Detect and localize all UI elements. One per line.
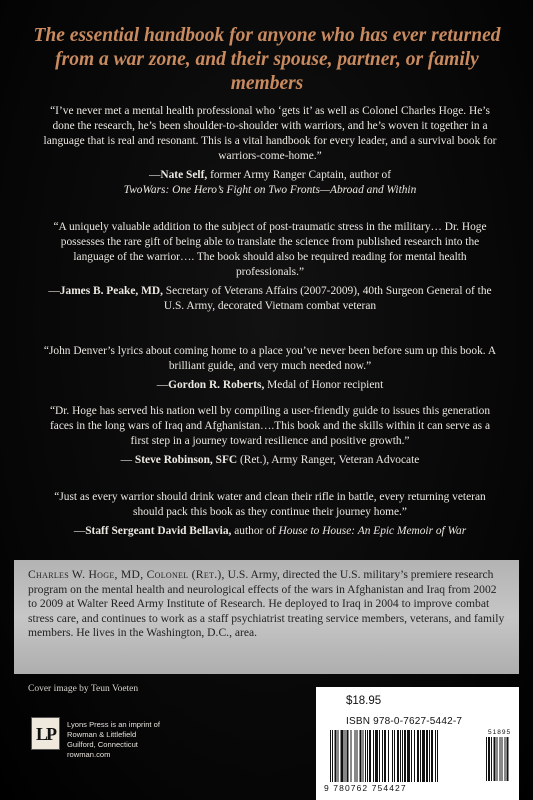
barcode-panel (316, 687, 519, 800)
barcode-bar (500, 737, 501, 781)
barcode-bar (373, 730, 374, 782)
publisher-line: Guilford, Connecticut (67, 740, 138, 749)
blurb-steve-robinson (40, 404, 500, 468)
isbn-label: ISBN 978-0-7627-5442-7 (346, 716, 463, 727)
barcode-bar (357, 730, 358, 782)
blurb-david-bellavia (40, 490, 500, 539)
barcode-bar (369, 730, 371, 782)
barcode-bar (394, 730, 395, 782)
blurb-james-peake (40, 220, 500, 314)
publisher-line: Lyons Press is an imprint of (67, 720, 160, 729)
barcode-bar (379, 730, 380, 782)
barcode-bar (388, 730, 389, 782)
blurb-author-name: James B. Peake, MD, (59, 285, 163, 297)
barcode-bar (351, 730, 352, 782)
tagline: The essential handbook for anyone who has ever returned from a war zone, and their spouse, partner, or family members (33, 25, 501, 94)
blurb-author-name: Staff Sergeant David Bellavia, (85, 525, 232, 537)
barcode-bar (497, 737, 498, 781)
publisher-logo: LP (31, 717, 60, 750)
barcode-bar (360, 730, 362, 782)
barcode-bar (507, 737, 509, 781)
ean-barcode (330, 730, 480, 782)
barcode-bar (397, 730, 399, 782)
blurb-attribution: — Steve Robinson, SFC (Ret.), Army Ranger, Veteran Advocate (120, 454, 420, 466)
barcode-bar (435, 730, 436, 782)
barcode-bar (355, 730, 356, 782)
barcode-bar (347, 730, 349, 782)
barcode-bar (400, 730, 401, 782)
barcode-bar (494, 737, 496, 781)
blurb-author-name: Steve Robinson, SFC (134, 454, 238, 466)
barcode-bar (505, 737, 506, 781)
barcode-bar (392, 730, 393, 782)
blurb-quote: “A uniquely valuable addition to the subject of post-traumatic stress in the military… Dr. Hoge possesses the rare gift of being able to translate the science from published research into the language of the warrior…. The book should also be required reading for mental health professionals.” (53, 221, 487, 278)
price-label: $18.95 (346, 695, 382, 707)
blurb-book-title: House to House: An Epic Memoir of War (278, 525, 467, 537)
blurb-attribution: —Gordon R. Roberts, Medal of Honor recipient (156, 379, 384, 391)
ean-digits: 9 780762 754427 (324, 783, 407, 793)
barcode-bar (382, 730, 383, 782)
barcode-bar (341, 730, 344, 782)
barcode-bar (431, 730, 433, 782)
blurb-book-title: TwoWars: One Hero’s Fight on Two Fronts—Abroad and Within (123, 184, 417, 196)
barcode-bar (335, 730, 337, 782)
barcode-bar (338, 730, 339, 782)
blurb-quote: “Just as every warrior should drink water and clean their rifle in battle, every returning veteran should pack this book as they continue their journey home.” (54, 491, 486, 518)
barcode-bar (422, 730, 425, 782)
author-name: Charles W. Hoge, MD, Colonel (Ret.), (28, 568, 225, 581)
author-bio-panel (14, 560, 519, 674)
barcode-bar (437, 730, 438, 782)
blurb-attribution: —Nate Self, former Army Ranger Captain, author of TwoWars: One Hero’s Fight on Two Fronts—Abroad and Within (123, 169, 417, 196)
barcode-bar (411, 730, 412, 782)
barcode-bar (375, 730, 378, 782)
barcode-bar (367, 730, 368, 782)
barcode-bar (486, 737, 487, 781)
blurb-quote: “John Denver’s lyrics about coming home to a place you’ve never been before sum up this book. A brilliant guide, and very much needed now.” (43, 345, 497, 372)
author-bio: Charles W. Hoge, MD, Colonel (Ret.), U.S. Army, directed the U.S. military’s premiere research program on the mental health and neurological effects of the wars in Afghanistan and Iraq from 2002 to 2009 at Walter Reed Army Institute of Research. He deployed to Iraq in 2004 to improve combat stress care, and continues to work as a staff psychiatrist treating service members, veterans, and family members. He lives in the Washington, D.C., area. (28, 568, 505, 640)
blurb-quote: “Dr. Hoge has served his nation well by compiling a user-friendly guide to issues this generation faces in the long wars of Iraq and Afghanistan….This book and the skills within it can serve as a first step in a journey toward resilience and positive growth.” (49, 405, 491, 447)
barcode-bar (491, 737, 492, 781)
blurb-quote: “I’ve never met a mental health professional who ‘gets it’ as well as Colonel Charles Hoge. He’s done the research, he’s been shoulder-to-shoulder with warriors, and he’s woven it together in a language that is real and resonant. This is a vital handbook for every leader, and a survival book for warriors-come-home.” (43, 105, 497, 162)
blurb-attribution: —Staff Sergeant David Bellavia, author of House to House: An Epic Memoir of War (73, 525, 467, 537)
barcode-bar (365, 730, 366, 782)
blurb-gordon-roberts (40, 344, 500, 393)
publisher-info (67, 720, 187, 760)
barcode-bar (345, 730, 346, 782)
publisher-line: Rowman & Littlefield (67, 730, 137, 739)
barcode-bar (420, 730, 421, 782)
barcode-bar (429, 730, 430, 782)
barcode-bar (330, 730, 331, 782)
price-addon-barcode (486, 737, 514, 781)
cover-credit: Cover image by Teun Voeten (28, 684, 139, 694)
barcode-bar (363, 730, 364, 782)
barcode-bar (332, 730, 333, 782)
publisher-line: rowman.com (67, 750, 111, 759)
barcode-bar (502, 737, 503, 781)
barcode-bar (417, 730, 419, 782)
price-addon-digits: 51895 (488, 729, 512, 736)
barcode-bar (426, 730, 428, 782)
blurb-nate-self (40, 104, 500, 198)
barcode-bar (402, 730, 403, 782)
blurb-author-name: Nate Self, (160, 169, 208, 181)
barcode-bar (488, 737, 490, 781)
blurb-author-name: Gordon R. Roberts, (168, 379, 265, 391)
blurb-attribution: —James B. Peake, MD, Secretary of Veterans Affairs (2007-2009), 40th Surgeon General of the U.S. Army, decorated Vietnam combat veteran (48, 285, 492, 312)
barcode-bar (384, 730, 386, 782)
barcode-bar (404, 730, 406, 782)
barcode-bar (407, 730, 410, 782)
barcode-bar (414, 730, 415, 782)
